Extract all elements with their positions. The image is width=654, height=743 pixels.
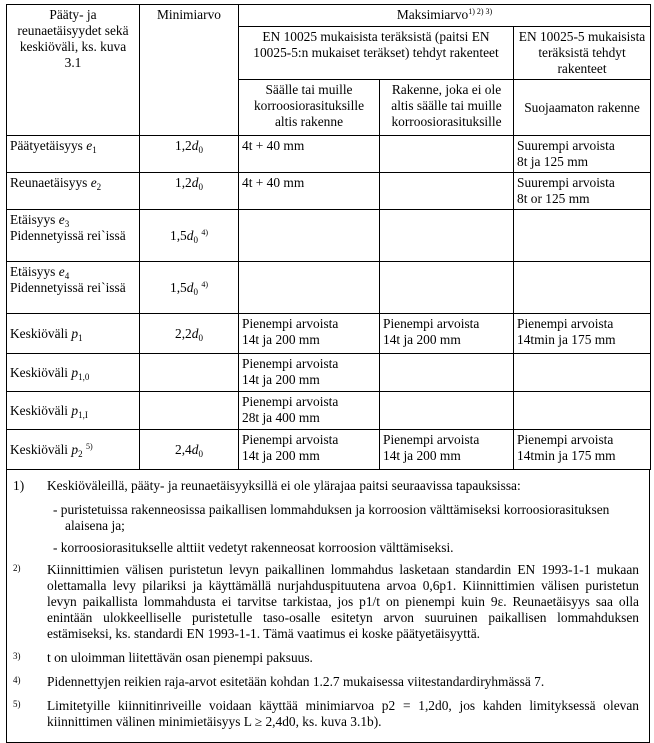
footnote-2: 2) Kiinnittimien välisen puristetun levyn paikallinen lommahdus lasketaan standardin EN 1993-1-1 mukaan olettamalla levy pilariksi ja käyttämällä nurjahduspituutena arvoa 0,6p1. Kiinnittimien välisen puristetun levyn paikallista lommahdusta ei tarvitse tarkistaa, jos p1/t on pienempi kuin 9ε. Reunaetäisyys saa olla enintään ulokkeelliselle puristetulle taso-osalle esitetyn arvon suuruinen paikallisen lommahduksen estämiseksi, ks. standardi EN 1993-1-1. Tämä vaatimus ei koske päätyetäisyyttä.	[13, 562, 639, 641]
table-row: Päätyetäisyys $e_1$ $1,2d_0$ 4t + 40 mm Suurempi arvoista 8t ja 125 mm	[7, 136, 651, 173]
footnote-1: 1) Keskiöväleillä, pääty- ja reunaetäisyyksillä ei ole ylärajaa paitsi seuraavissa tapauksissa:	[13, 478, 521, 493]
table-row: Keskiöväli $p_1$ $2,2d_0$ Pienempi arvoista 14t ja 200 mm Pienempi arvoista 14t ja 200 mm Pienempi arvoista 14tmin ja 175 mm	[7, 314, 651, 354]
spacing-table	[6, 4, 651, 470]
header-max: Maksimiarvo$^{1) 2) 3)}$	[239, 5, 651, 27]
footnote-4: 4) Pidennettyjen reikien raja-arvot esitetään kohdan 1.2.7 mukaisessa viitestandardiryhmässä 7.	[13, 674, 545, 689]
table-row: Keskiöväli $p_2$ $^{5)}$ $2,4d_0$ Pienempi arvoista 14t ja 200 mm Pienempi arvoista 14t ja 200 mm Pienempi arvoista 14tmin ja 175 mm	[7, 430, 651, 470]
header-group-en10025: EN 10025 mukaisista teräksistä (paitsi EN 10025-5:n mukaiset teräkset) tehdyt rakenteet	[239, 27, 514, 80]
header-col-spacing: Pääty- ja reunaetäisyydet sekä keskiöväli, ks. kuva 3.1	[7, 5, 140, 136]
document	[6, 4, 650, 743]
footnote-3: 3) t on uloimman liitettävän osan pienempi paksuus.	[13, 650, 313, 665]
row-label: Päätyetäisyys	[10, 138, 83, 153]
header-not-exposed: Rakenne, joka ei ole altis säälle tai muille korroosiorasituksille	[380, 80, 514, 136]
table-row: Keskiöväli $p_{1,0}$ Pienempi arvoista 14t ja 200 mm	[7, 354, 651, 392]
footnote-5: 5) Limitetyille kiinnitinriveille voidaan käyttää minimiarvoa p2 = 1,2d0, jos kahden limityksessä olevan kiinnittimen välinen minimietäisyys L ≥ 2,4d0, ks. kuva 3.1b).	[13, 698, 639, 729]
table-row: Etäisyys $e_4$ Pidennetyissä rei`issä $1,5d_0$ $^{4)}$	[7, 262, 651, 314]
footnote-1-bullets: - puristetuissa rakenneosissa paikallisen lommahduksen ja korroosion välttämiseksi korroosiorasituksen alaisena ja; - korroosiorasitukselle alttiit vedetyt rakenneosat korroosion välttämiseksi.	[53, 502, 610, 555]
min-value: $1,2d_0$	[140, 136, 239, 173]
table-row: Etäisyys $e_3$ Pidennetyissä rei`issä $1,5d_0$ $^{4)}$	[7, 210, 651, 262]
footnotes	[6, 470, 650, 743]
header-group-en10025-5: EN 10025-5 mukaisista teräksistä tehdyt rakenteet	[514, 27, 651, 80]
header-exposed: Säälle tai muille korroosiorasituksille altis rakenne	[239, 80, 380, 136]
header-unprotected: Suojaamaton rakenne	[514, 80, 651, 136]
table-row: Keskiöväli $p_{1,I}$ Pienempi arvoista 28t ja 400 mm	[7, 392, 651, 430]
header-col-min: Minimiarvo	[140, 5, 239, 136]
table-row: Reunaetäisyys $e_2$ $1,2d_0$ 4t + 40 mm Suurempi arvoista 8t or 125 mm	[7, 173, 651, 210]
